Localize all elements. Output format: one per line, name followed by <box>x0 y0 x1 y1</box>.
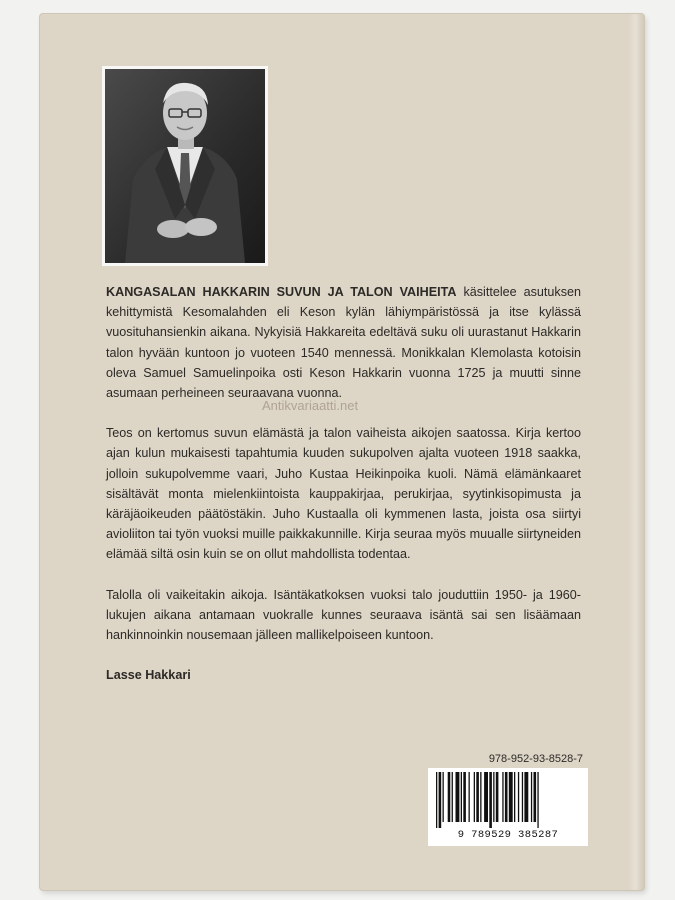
barcode-digits: 9 789529 385287 <box>457 829 559 841</box>
barcode-bar <box>476 772 479 822</box>
barcode-bar <box>518 772 519 822</box>
watermark: Antikvariaatti.net <box>262 398 359 413</box>
barcode-bar <box>480 772 481 822</box>
barcode-bar <box>489 772 492 828</box>
blurb-paragraph-2: Teos on kertomus suvun elämästä ja talon vaiheista aikojen saatossa. Kirja kertoo ajan kulun mukaisesti tapahtumia kuuden sukupolven ajalta vuoteen 1918 saakka, jolloin sukupolvemme vaari, Juho Kustaa Heikinpoika kuoli. Nämä elämänkaaret sisältävät monta mielenkiintoista kauppakirjaa, perukirjaa, syytinkisopimusta ja käräjäoikeuden päätöstäkin. Juho Kustaalla oli kymmenen lasta, joista osa siirtyi avioliiton tai työn vuoksi muille paikkakunnille. Kirja seuraa myös muualle siirtyneiden elämää siltä osin kuin se on ollut mahdollista todentaa. <box>106 426 581 562</box>
barcode-bar <box>469 772 470 822</box>
barcode-bar <box>502 772 503 822</box>
barcode-bar <box>531 772 532 822</box>
barcode-bar <box>537 772 538 828</box>
blurb-lead-title: KANGASALAN HAKKARIN SUVUN JA TALON VAIHEITA <box>106 285 457 299</box>
barcode-bar <box>493 772 494 822</box>
cover-right-edge <box>628 14 644 890</box>
blurb-paragraph-1 <box>106 282 581 403</box>
barcode-bar <box>509 772 513 822</box>
isbn-number: 978-952-93-8528-7 <box>488 753 583 765</box>
barcode-bar <box>522 772 523 822</box>
barcode-bars <box>428 768 588 828</box>
barcode-bar <box>439 772 442 828</box>
barcode-bar <box>484 772 488 822</box>
barcode-bar <box>448 772 451 822</box>
barcode-bar <box>463 772 466 822</box>
barcode-bar <box>443 772 444 822</box>
barcode-bar <box>505 772 508 822</box>
barcode-bar <box>534 772 537 822</box>
barcode-bar <box>452 772 453 822</box>
barcode-bar <box>474 772 475 822</box>
blurb-paragraph-1-rest: käsittelee asutuksen kehittymistä Kesomalahden eli Keson kylän lähiympäristössä ja itse kylässä vuosituhansienkin aikana. Nykyisiä Hakkareita edeltävä suku oli uurastanut Hakkarin talon hyvään kuntoon jo vuoteen 1540 mennessä. Monikkalan Klemolasta kotoisin oleva Samuel Samuelinpoika osti Keson Hakkarin vuonna 1725 ja muutti sinne asumaan perheineen seuraavana vuonna. <box>106 285 581 401</box>
barcode-bar <box>436 772 437 828</box>
blurb-text <box>106 282 581 685</box>
blurb-paragraph-3: Talolla oli vaikeitakin aikoja. Isäntäkatkoksen vuoksi talo jouduttiin 1950- ja 1960- lukujen aikana antamaan vuokralle kunnes seuraava isäntä sai sen lisäämaan hankinnoinkin nousemaan jälleen mallikelpoiseen kuntoon. <box>106 587 581 643</box>
barcode-bar <box>496 772 499 822</box>
author-portrait-image <box>105 69 265 263</box>
barcode-bar <box>456 772 460 822</box>
barcode-bar <box>524 772 528 822</box>
barcode-bar <box>461 772 462 822</box>
author-name: Lasse Hakkari <box>106 668 191 683</box>
author-photo <box>102 66 268 266</box>
barcode-bar <box>514 772 515 822</box>
